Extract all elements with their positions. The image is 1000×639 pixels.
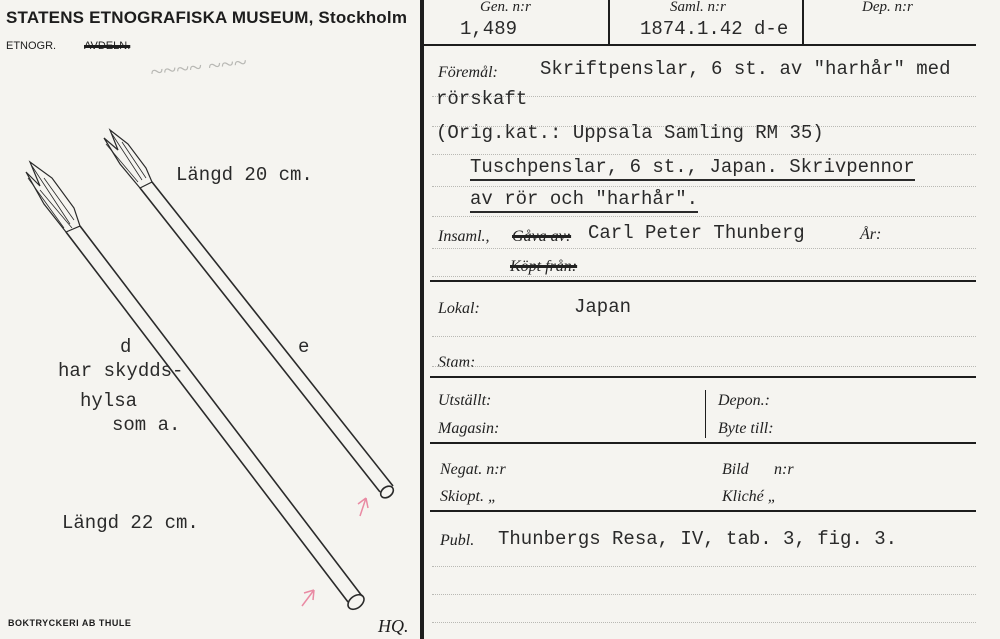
kliche-label: Kliché „ xyxy=(722,488,777,505)
note-line-3: som a. xyxy=(112,414,181,436)
utstallt-label: Utställt: xyxy=(438,392,492,409)
orig-kat-text: (Orig.kat.: Uppsala Samling RM 35) xyxy=(436,122,824,144)
faint-pencil-mark: ~~~~ ~~~ xyxy=(148,50,248,86)
depon-label: Depon.: xyxy=(718,392,770,409)
saml-nr-label: Saml. n:r xyxy=(670,0,726,15)
brush-d-illustration xyxy=(26,162,367,612)
main-divider xyxy=(420,0,424,639)
tusch-line-2: av rör och "harhår". xyxy=(470,188,698,213)
handwritten-initials: HQ. xyxy=(378,616,409,636)
gava-label: Gåva av: xyxy=(512,228,572,245)
bild-label: Bild xyxy=(722,461,749,478)
printer-imprint: BOKTRYCKERI AB THULE xyxy=(8,618,132,628)
byte-label: Byte till: xyxy=(718,420,774,437)
publ-label: Publ. xyxy=(440,532,475,549)
museum-header: STATENS ETNOGRAFISKA MUSEUM, Stockholm xyxy=(6,8,408,27)
length-e-text: Längd 20 cm. xyxy=(176,164,313,186)
magasin-label: Magasin: xyxy=(438,420,500,437)
skiopt-label: Skiopt. „ xyxy=(440,488,497,505)
saml-nr-value: 1874.1.42 d-e xyxy=(640,18,789,40)
brush-label-e: e xyxy=(298,336,310,358)
bild-nr-label: n:r xyxy=(774,461,794,478)
insaml-label: Insaml., xyxy=(438,228,490,245)
foremal-value-2: rörskaft xyxy=(436,88,528,110)
pink-arrow-d xyxy=(302,590,314,606)
note-line-1: har skydds- xyxy=(58,360,184,382)
dep-nr-label: Dep. n:r xyxy=(862,0,913,15)
length-d-text: Längd 22 cm. xyxy=(62,512,199,534)
gen-nr-label: Gen. n:r xyxy=(480,0,531,15)
department-struck: AVDELN. xyxy=(84,40,131,52)
lokal-value: Japan xyxy=(574,296,632,318)
brush-label-d: d xyxy=(120,336,132,358)
department-label: ETNOGR. xyxy=(6,40,57,52)
gen-nr-value: 1,489 xyxy=(460,18,518,40)
ar-label: År: xyxy=(860,226,882,243)
tusch-line-1: Tuschpenslar, 6 st., Japan. Skrivpennor xyxy=(470,156,915,181)
note-line-2: hylsa xyxy=(80,390,138,412)
insaml-value: Carl Peter Thunberg xyxy=(588,222,805,244)
pink-arrow-e xyxy=(358,498,368,516)
negat-label: Negat. n:r xyxy=(440,461,506,478)
foremal-value-1: Skriftpenslar, 6 st. av "harhår" med xyxy=(540,58,951,80)
foremal-label: Föremål: xyxy=(438,64,498,81)
lokal-label: Lokal: xyxy=(438,300,480,317)
publ-value: Thunbergs Resa, IV, tab. 3, fig. 3. xyxy=(498,528,898,550)
stam-label: Stam: xyxy=(438,354,476,371)
kopt-label: Köpt från: xyxy=(510,258,578,275)
